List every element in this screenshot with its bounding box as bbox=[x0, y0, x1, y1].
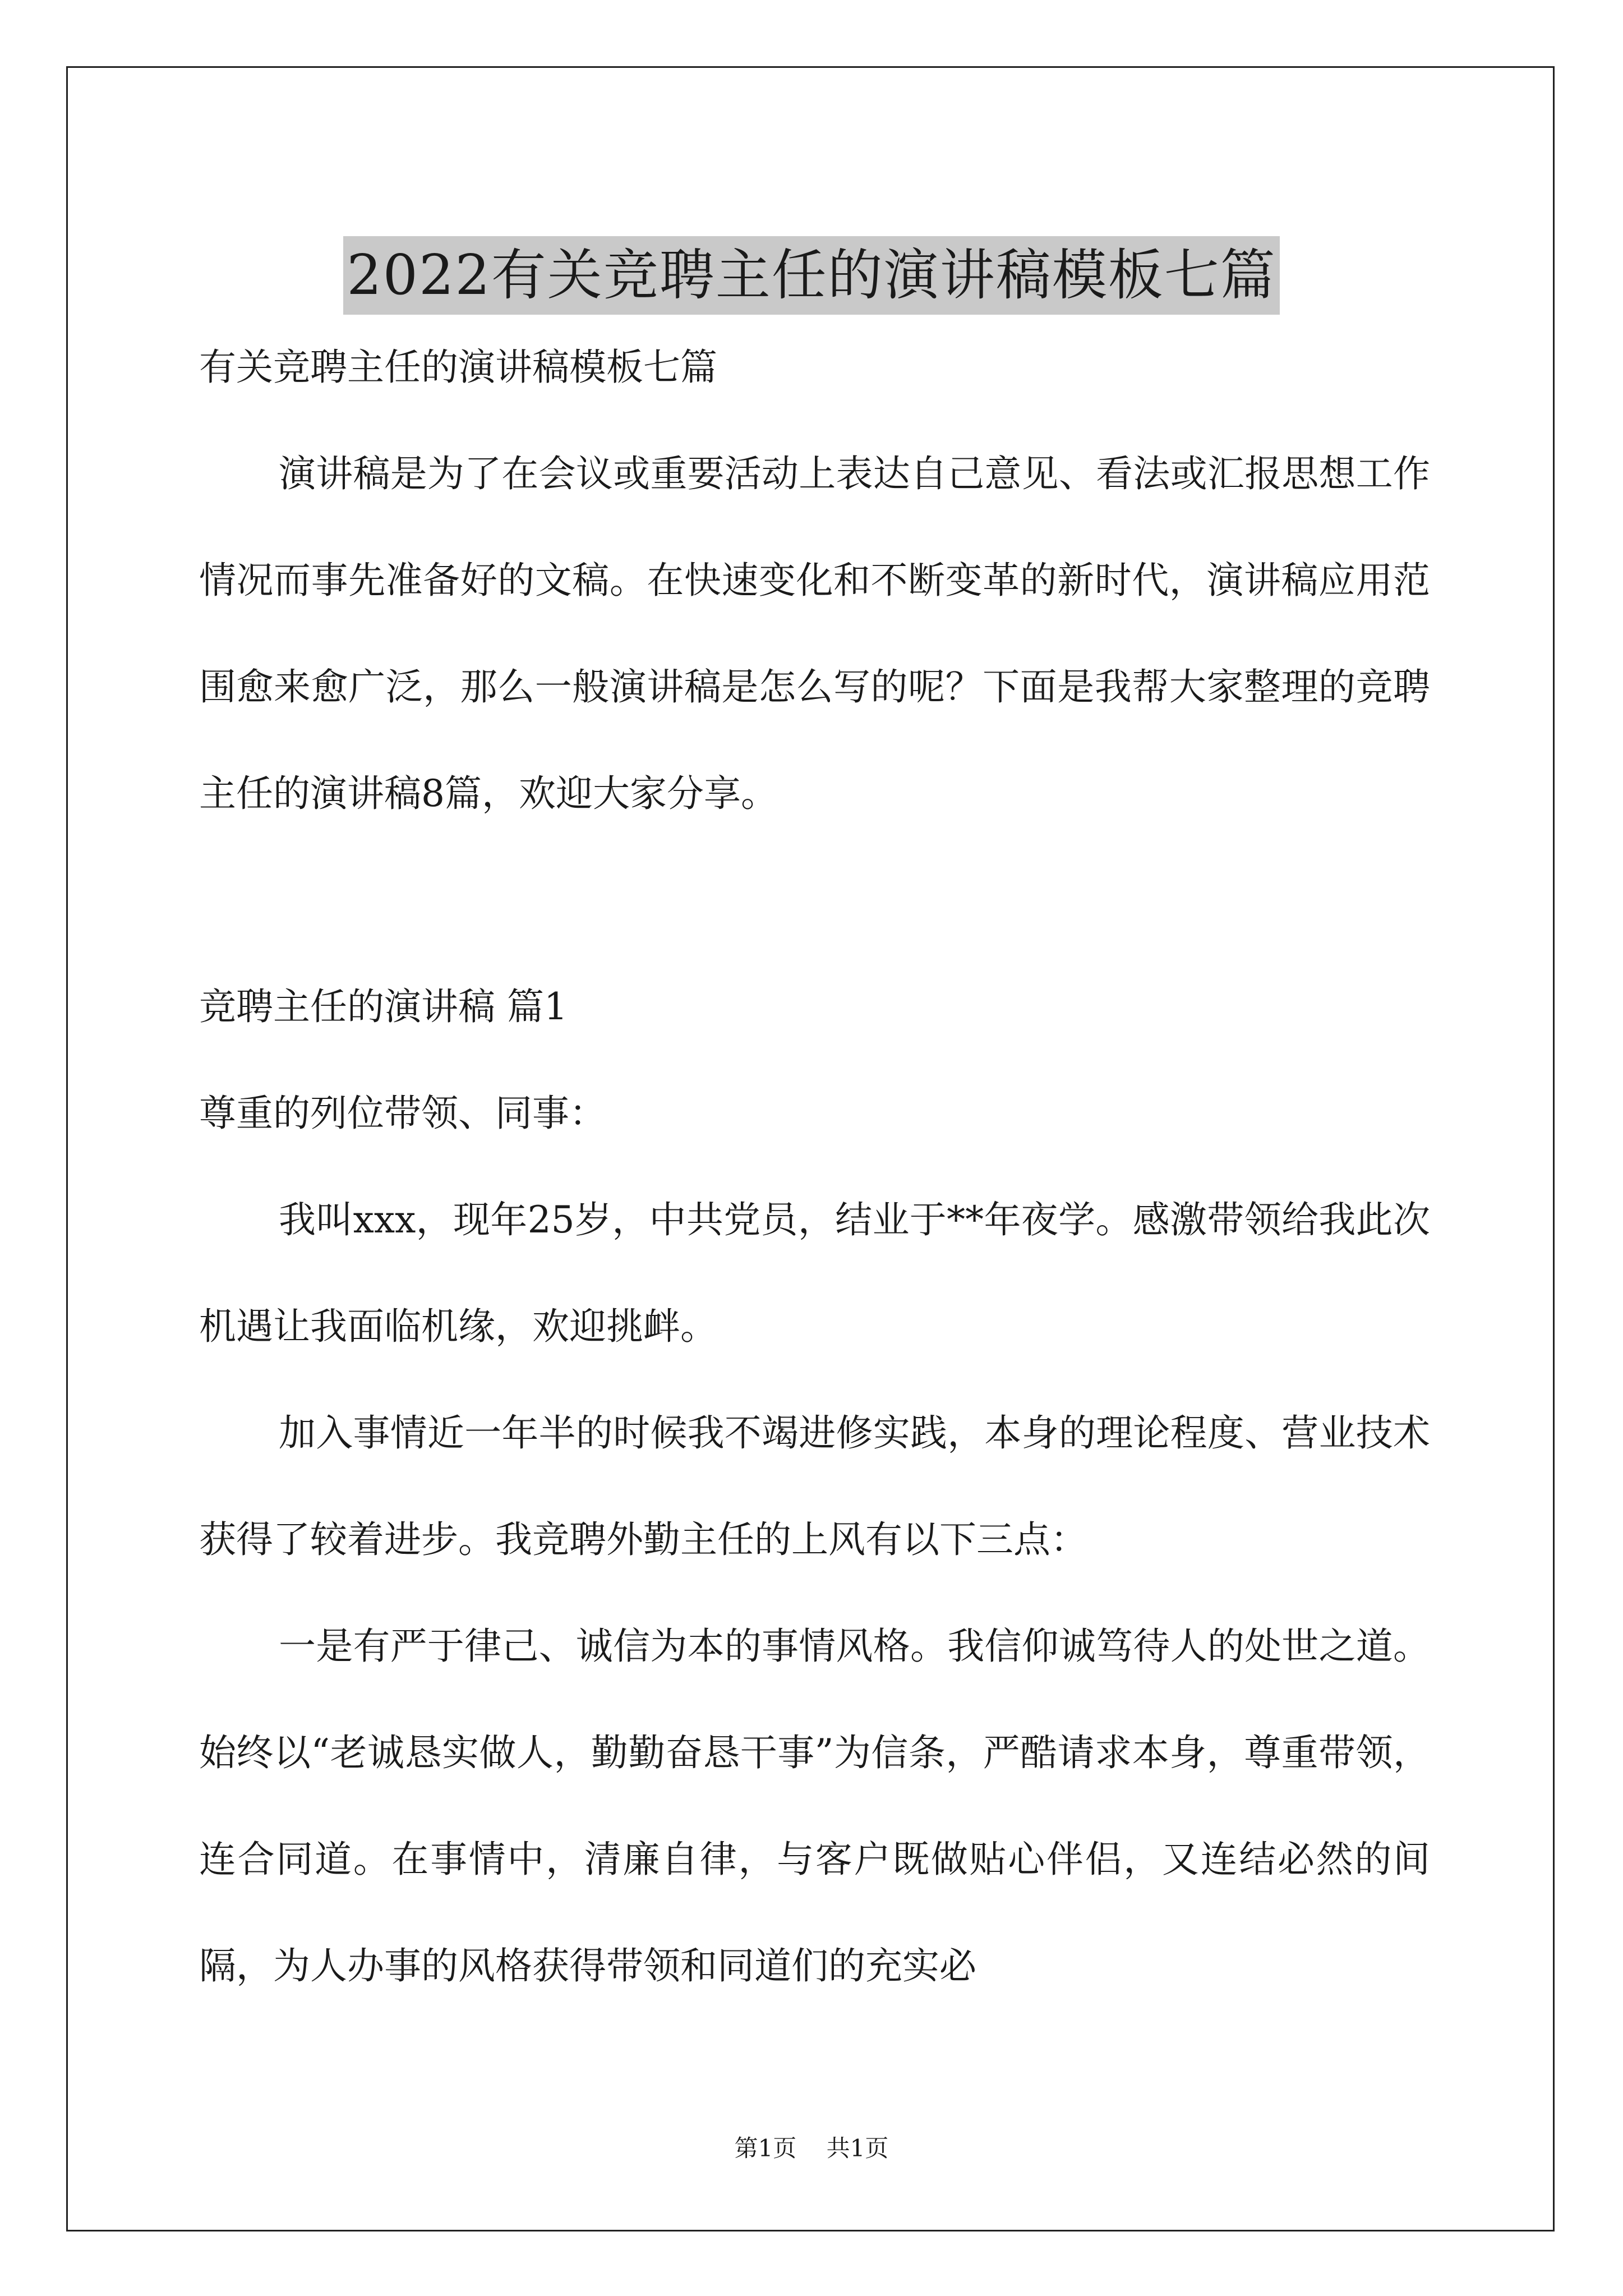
section-heading: 竞聘主任的演讲稿 篇1 bbox=[199, 985, 568, 1028]
intro-paragraph: 演讲稿是为了在会议或重要活动上表达自己意见、看法或汇报思想工作情况而事先准备好的文稿。在快速变化和不断变革的新时代，演讲稿应用范围愈来愈广泛，那么一般演讲稿是怎么写的呢？下面是我帮大家整理的竞聘主任的演讲稿8篇，欢迎大家分享。 bbox=[199, 452, 1430, 815]
page-footer: 第1页 共1页 bbox=[734, 2134, 889, 2162]
document-subtitle: 有关竞聘主任的演讲稿模板七篇 bbox=[199, 346, 717, 389]
body-paragraph: 一是有严于律己、诚信为本的事情风格。我信仰诚笃待人的处世之道。始终以“老诚恳实做人，勤勤奋恳干事”为信条，严酷请求本身，尊重带领，连合同道。在事情中，清廉自律，与客户既做贴心伴侣，又连结必然的间隔，为人办事的风格获得带领和同道们的充实必 bbox=[199, 1625, 1430, 1987]
body-paragraph: 我叫xxx，现年25岁，中共党员，结业于**年夜学。感激带领给我此次机遇让我面临机缘，欢迎挑衅。 bbox=[199, 1198, 1430, 1348]
body-paragraph: 加入事情近一年半的时候我不竭进修实践，本身的理论程度、营业技术获得了较着进步。我竞聘外勤主任的上风有以下三点： bbox=[199, 1411, 1430, 1561]
document-title: 2022有关竞聘主任的演讲稿模板七篇 bbox=[343, 236, 1279, 315]
document-body bbox=[199, 314, 1430, 2019]
salutation: 尊重的列位带领、同事： bbox=[199, 1092, 606, 1135]
